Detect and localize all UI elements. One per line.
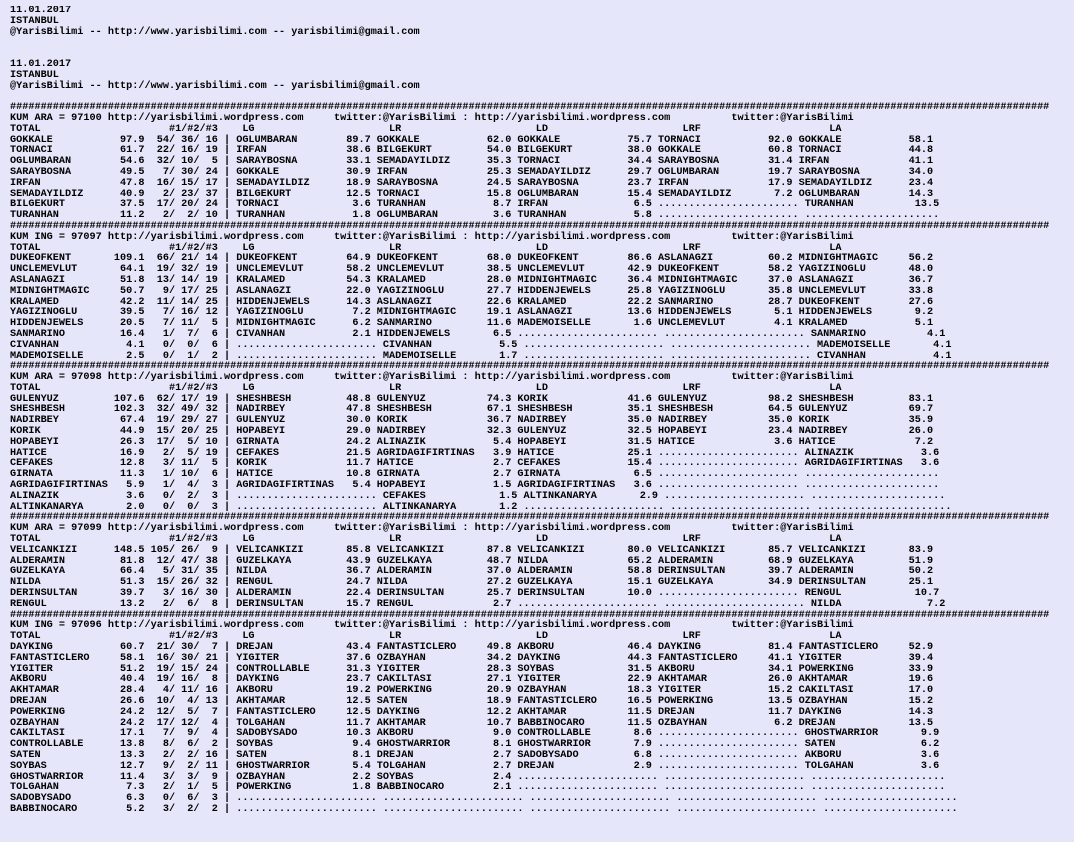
report-line: SATEN 13.3 2/ 2/ 16 | SATEN 8.1 DREJAN 2.7 SADOBYSADO 6.8 ....................... AKBORU 3.6 — [10, 749, 940, 761]
report-line: 11.01.2017 — [10, 6, 72, 16]
report-line: TURANHAN 11.2 2/ 2/ 10 | TURANHAN 1.8 OGLUMBARAN 3.6 TURANHAN 5.8 ....................... ...................... — [10, 210, 940, 222]
report-line: KUM ING = 97097 http://yarisbilimi.wordpress.com twitter:@YarisBilimi : http://yarisbilimi.wordpress.com twitter:@YarisBilimi — [10, 231, 854, 243]
report-line: IRFAN 47.8 16/ 15/ 17 | SEMADAYILDIZ 18.9 SARAYBOSNA 24.5 SARAYBOSNA 23.7 IRFAN 17.9 SEMADAYILDIZ 23.4 — [10, 177, 934, 189]
report-line: BABBINOCARO 5.2 3/ 2/ 2 | ....................... ....................... ....................... ....................... ...................... — [10, 803, 958, 815]
report-line: TOTAL #1/#2/#3 LG LR LD LRF LA — [10, 534, 842, 546]
report-line: YIGITER 51.2 19/ 15/ 24 | CONTROLLABLE 31.3 YIGITER 28.3 SOYBAS 31.5 AKBORU 34.1 POWERKING 33.9 — [10, 663, 934, 675]
report-line: TOTAL #1/#2/#3 LG LR LD LRF LA — [10, 123, 842, 135]
report-line: DAYKING 60.7 21/ 30/ 7 | DREJAN 43.4 FANTASTICLERO 49.8 AKBORU 46.4 DAYKING 81.4 FANTASTICLERO 52.9 — [10, 642, 934, 654]
report-line: KUM ARA = 97098 http://yarisbilimi.wordpress.com twitter:@YarisBilimi : http://yarisbilimi.wordpress.com twitter:@YarisBilimi — [10, 372, 854, 384]
report-line: GOKKALE 97.9 54/ 36/ 16 | OGLUMBARAN 89.7 GOKKALE 62.0 GOKKALE 75.7 TORNACI 92.0 GOKKALE 58.1 — [10, 134, 934, 146]
report-line: HIDDENJEWELS 20.5 7/ 11/ 5 | MIDNIGHTMAGIC 6.2 SANMARINO 11.6 MADEMOISELLE 1.6 UNCLEMEVLUT 4.1 KRALAMED 5.1 — [10, 318, 934, 330]
report-line: DREJAN 26.6 10/ 4/ 13 | AKHTAMAR 12.5 SATEN 18.9 FANTASTICLERO 16.5 POWERKING 13.5 OZBAYHAN 15.2 — [10, 696, 934, 707]
report-line: AKBORU 40.4 19/ 16/ 8 | DAYKING 23.7 CAKILTASI 27.1 YIGITER 22.9 AKHTAMAR 26.0 AKHTAMAR 19.6 — [10, 674, 934, 686]
report-line: ALDERAMIN 81.8 12/ 47/ 38 | GUZELKAYA 43.9 GUZELKAYA 48.7 NILDA 65.2 ALDERAMIN 68.9 GUZELKAYA 51.9 — [10, 555, 934, 567]
report-line: SARAYBOSNA 49.5 7/ 30/ 24 | GOKKALE 30.9 IRFAN 25.3 SEMADAYILDIZ 29.7 OGLUMBARAN 19.7 SARAYBOSNA 34.0 — [10, 166, 934, 178]
report-line: @YarisBilimi -- http://www.yarisbilimi.com -- yarisbilimi@gmail.com — [10, 80, 420, 92]
report-line: RENGUL 13.2 2/ 6/ 8 | DERINSULTAN 15.7 RENGUL 2.7 ....................... ....................... NILDA 7.2 — [10, 598, 946, 610]
report-page — [10, 6, 1070, 842]
report-line: KRALAMED 42.2 11/ 14/ 25 | HIDDENJEWELS 14.3 ASLANAGZI 22.6 KRALAMED 22.2 SANMARINO 28.7 DUKEOFKENT 27.6 — [10, 296, 934, 308]
report-line: GULENYUZ 107.6 62/ 17/ 19 | SHESHBESH 48.8 GULENYUZ 74.3 KORIK 41.6 GULENYUZ 98.2 SHESHBESH 83.1 — [10, 393, 934, 405]
report-line: TOTAL #1/#2/#3 LG LR LD LRF LA — [10, 242, 842, 254]
report-line: YAGIZINOGLU 39.5 7/ 16/ 12 | YAGIZINOGLU 7.2 MIDNIGHTMAGIC 19.1 ASLANAGZI 13.6 HIDDENJEWELS 5.1 HIDDENJEWELS 9.2 — [10, 307, 934, 319]
report-line: OZBAYHAN 24.2 17/ 12/ 4 | TOLGAHAN 11.7 AKHTAMAR 10.7 BABBINOCARO 11.5 OZBAYHAN 6.2 DREJAN 13.5 — [10, 717, 934, 729]
report-line: CIVANHAN 4.1 0/ 0/ 6 | ....................... CIVANHAN 5.5 ....................... ....................... MADEMOISELLE 4.1 — [10, 339, 952, 351]
report-line: ISTANBUL — [10, 15, 59, 27]
report-line: TOTAL #1/#2/#3 LG LR LD LRF LA — [10, 382, 842, 394]
report-line: HOPABEYI 26.3 17/ 5/ 10 | GIRNATA 24.2 ALINAZIK 5.4 HOPABEYI 31.5 HATICE 3.6 HATICE 7.2 — [10, 436, 934, 448]
report-line: ASLANAGZI 51.8 13/ 14/ 19 | KRALAMED 54.3 KRALAMED 28.0 MIDNIGHTMAGIC 36.4 MIDNIGHTMAGIC 37.0 ASLANAGZI 36.7 — [10, 274, 934, 286]
report-line: FANTASTICLERO 58.1 16/ 30/ 21 | YIGITER 37.6 OZBAYHAN 34.2 DAYKING 44.3 FANTASTICLERO 41.1 YIGITER 39.4 — [10, 652, 934, 664]
report-line: ISTANBUL — [10, 69, 59, 81]
report-line: DUKEOFKENT 109.1 66/ 21/ 14 | DUKEOFKENT 64.9 DUKEOFKENT 68.0 DUKEOFKENT 86.6 ASLANAGZI 60.2 MIDNIGHTMAGIC 56.2 — [10, 253, 934, 265]
report-line: SOYBAS 12.7 9/ 2/ 11 | GHOSTWARRIOR 5.4 TOLGAHAN 2.7 DREJAN 2.9 ....................... TOLGAHAN 3.6 — [10, 760, 940, 772]
report-line: OGLUMBARAN 54.6 32/ 10/ 5 | SARAYBOSNA 33.1 SEMADAYILDIZ 35.3 TORNACI 34.4 SARAYBOSNA 31.4 IRFAN 41.1 — [10, 156, 934, 168]
report-line: SANMARINO 16.4 1/ 7/ 6 | CIVANHAN 2.1 HIDDENJEWELS 6.5 ....................... ....................... SANMARINO 4.1 — [10, 328, 946, 340]
report-line: UNCLEMEVLUT 64.1 19/ 32/ 19 | UNCLEMEVLUT 58.2 UNCLEMEVLUT 38.5 UNCLEMEVLUT 42.9 DUKEOFKENT 58.2 YAGIZINOGLU 48.0 — [10, 264, 934, 276]
report-line: ########################################################################################################################################################################## — [10, 609, 1050, 621]
report-line: KUM ARA = 97100 http://yarisbilimi.wordpress.com twitter:@YarisBilimi : http://yarisbilimi.wordpress.com twitter:@YarisBilimi — [10, 112, 854, 124]
race-statistics-report — [10, 6, 1070, 816]
report-line: ALINAZIK 3.6 0/ 2/ 3 | ....................... CEFAKES 1.5 ALTINKANARYA 2.9 ....................... ...................... — [10, 490, 946, 502]
report-line: NADIRBEY 67.4 19/ 29/ 27 | GULENYUZ 30.0 KORIK 36.7 NADIRBEY 35.0 NADIRBEY 35.0 KORIK 35.9 — [10, 415, 934, 427]
report-line: KUM ARA = 97099 http://yarisbilimi.wordpress.com twitter:@YarisBilimi : http://yarisbilimi.wordpress.com twitter:@YarisBilimi — [10, 523, 854, 535]
report-line: AKHTAMAR 28.4 4/ 11/ 16 | AKBORU 19.2 POWERKING 20.9 OZBAYHAN 18.3 YIGITER 15.2 CAKILTASI 17.0 — [10, 685, 934, 697]
report-line: 11.01.2017 — [10, 58, 72, 70]
report-line: ########################################################################################################################################################################## — [10, 220, 1050, 232]
report-line: GUZELKAYA 66.4 5/ 31/ 35 | NILDA 36.7 ALDERAMIN 37.0 ALDERAMIN 58.8 DERINSULTAN 39.7 ALDERAMIN 50.2 — [10, 566, 934, 578]
report-line: TORNACI 61.7 22/ 16/ 19 | IRFAN 38.6 BILGEKURT 54.0 BILGEKURT 38.0 GOKKALE 60.8 TORNACI 44.8 — [10, 145, 934, 157]
report-line: ALTINKANARYA 2.0 0/ 0/ 3 | ....................... ALTINKANARYA 1.2 ....................... ....................... ...................... — [10, 501, 952, 513]
report-line: HATICE 16.9 2/ 5/ 19 | CEFAKES 21.5 AGRIDAGIFIRTINAS 3.9 HATICE 25.1 ....................... ALINAZIK 3.6 — [10, 447, 940, 459]
report-line: MADEMOISELLE 2.5 0/ 1/ 2 | ....................... MADEMOISELLE 1.7 ....................... ....................... CIVANHAN 4.1 — [10, 350, 952, 362]
report-line: KUM ING = 97096 http://yarisbilimi.wordpress.com twitter:@YarisBilimi : http://yarisbilimi.wordpress.com twitter:@YarisBilimi — [10, 620, 854, 632]
report-line: VELICANKIZI 148.5 105/ 26/ 9 | VELICANKIZI 85.8 VELICANKIZI 87.8 VELICANKIZI 80.0 VELICANKIZI 85.7 VELICANKIZI 83.9 — [10, 544, 934, 556]
report-line: MIDNIGHTMAGIC 50.7 9/ 17/ 25 | ASLANAGZI 22.0 YAGIZINOGLU 27.7 HIDDENJEWELS 25.8 YAGIZINOGLU 35.8 UNCLEMEVLUT 33.8 — [10, 285, 934, 297]
report-line: BILGEKURT 37.5 17/ 20/ 24 | TORNACI 3.6 TURANHAN 8.7 IRFAN 6.5 ....................... TURANHAN 13.5 — [10, 199, 940, 211]
report-line: ########################################################################################################################################################################## — [10, 361, 1050, 373]
report-line: KORIK 44.9 15/ 20/ 25 | HOPABEYI 29.0 NADIRBEY 32.3 GULENYUZ 32.5 HOPABEYI 23.4 NADIRBEY 26.0 — [10, 426, 934, 438]
report-line: TOTAL #1/#2/#3 LG LR LD LRF LA — [10, 631, 842, 643]
report-line: ########################################################################################################################################################################## — [10, 512, 1050, 524]
report-line: SADOBYSADO 6.3 0/ 6/ 3 | ....................... ....................... ....................... ....................... ...................... — [10, 793, 958, 805]
report-line: GIRNATA 11.3 1/ 10/ 6 | HATICE 10.8 GIRNATA 2.7 GIRNATA 6.5 ....................... ...................... — [10, 469, 940, 481]
report-line: ########################################################################################################################################################################## — [10, 102, 1050, 114]
report-line: CONTROLLABLE 13.8 8/ 6/ 2 | SOYBAS 9.4 GHOSTWARRIOR 8.1 GHOSTWARRIOR 7.9 ....................... SATEN 6.2 — [10, 739, 940, 751]
report-line: TOLGAHAN 7.3 2/ 1/ 5 | POWERKING 1.8 BABBINOCARO 2.1 ....................... ....................... ...................... — [10, 782, 946, 794]
report-line: DERINSULTAN 39.7 3/ 16/ 30 | ALDERAMIN 22.4 DERINSULTAN 25.7 DERINSULTAN 10.0 ....................... RENGUL 10.7 — [10, 588, 940, 600]
report-line: CEFAKES 12.8 3/ 11/ 5 | KORIK 11.7 HATICE 2.7 CEFAKES 15.4 ....................... AGRIDAGIFIRTINAS 3.6 — [10, 458, 940, 470]
report-line: AGRIDAGIFIRTINAS 5.9 1/ 4/ 3 | AGRIDAGIFIRTINAS 5.4 HOPABEYI 1.5 AGRIDAGIFIRTINAS 3.6 ....................... ...................... — [10, 480, 940, 492]
report-line: POWERKING 24.2 12/ 5/ 7 | FANTASTICLERO 12.5 DAYKING 12.2 AKHTAMAR 11.5 DREJAN 11.7 DAYKING 14.3 — [10, 706, 934, 718]
report-line: SEMADAYILDIZ 40.9 2/ 23/ 37 | BILGEKURT 12.5 TORNACI 15.8 OGLUMBARAN 15.4 SEMADAYILDIZ 7.2 OGLUMBARAN 14.3 — [10, 188, 934, 200]
report-line: CAKILTASI 17.1 7/ 9/ 4 | SADOBYSADO 10.3 AKBORU 9.0 CONTROLLABLE 8.6 ....................... GHOSTWARRIOR 9.9 — [10, 728, 940, 740]
report-line: NILDA 51.3 15/ 26/ 32 | RENGUL 24.7 NILDA 27.2 GUZELKAYA 15.1 GUZELKAYA 34.9 DERINSULTAN 25.1 — [10, 577, 934, 589]
report-line: SHESHBESH 102.3 32/ 49/ 32 | NADIRBEY 47.8 SHESHBESH 67.1 SHESHBESH 35.1 SHESHBESH 64.5 GULENYUZ 69.7 — [10, 404, 934, 416]
report-line: GHOSTWARRIOR 11.4 3/ 3/ 9 | OZBAYHAN 2.2 SOYBAS 2.4 ....................... ....................... ...................... — [10, 771, 946, 783]
report-line: @YarisBilimi -- http://www.yarisbilimi.com -- yarisbilimi@gmail.com — [10, 26, 420, 38]
